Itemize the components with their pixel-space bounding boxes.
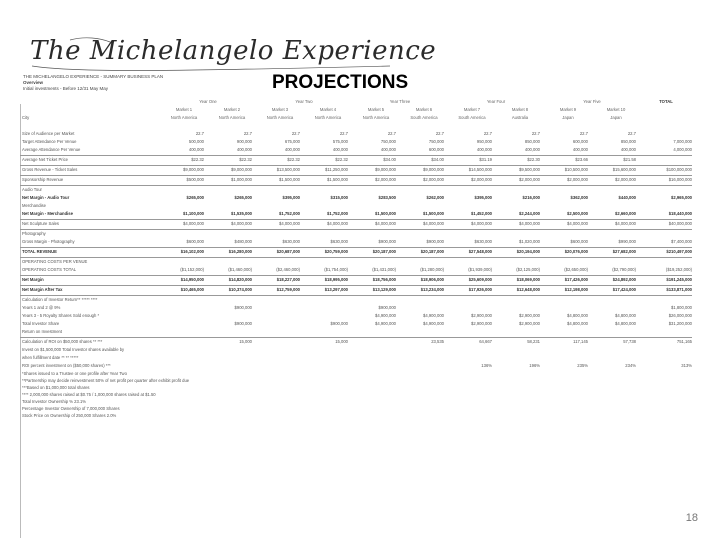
- value-cell: $34.00: [431, 157, 444, 162]
- footnote-text: ***Based on $1,000,000 total shares: [22, 385, 90, 390]
- value-cell: $20,076,000: [564, 249, 588, 254]
- value-cell: ($1,460,000): [228, 267, 252, 272]
- value-cell: $4,000,000: [231, 221, 252, 226]
- value-cell: $900,000: [378, 305, 396, 310]
- value-cell: 235%: [577, 363, 588, 368]
- value-cell: $18,906,000: [420, 277, 444, 282]
- value-cell: $10,500,000: [564, 167, 588, 172]
- value-cell: $900,000: [234, 321, 252, 326]
- table-row: [20, 238, 700, 246]
- value-cell: $14,950,000: [180, 277, 204, 282]
- value-cell: $4,000,000: [615, 221, 636, 226]
- value-cell: $18,227,000: [276, 277, 300, 282]
- value-cell: $4,000,000: [375, 221, 396, 226]
- value-cell: 600,000: [428, 147, 444, 152]
- value-cell: 57,738: [623, 339, 636, 344]
- value-cell: $25,609,000: [468, 277, 492, 282]
- value-cell: ($1,280,000): [420, 267, 444, 272]
- year-header: Year One: [199, 99, 217, 104]
- logo-wordmark: The Michelangelo Experience: [30, 36, 437, 66]
- footnote-text: Stock Price on Ownership of 250,000 Shares 2.0%: [22, 413, 117, 418]
- row-label: Net Margin - Merchandise: [22, 211, 73, 216]
- value-cell: $24,892,000: [612, 277, 636, 282]
- value-cell: 750,000: [428, 139, 444, 144]
- region-header: North America: [314, 115, 342, 120]
- value-cell: $395,000: [474, 195, 492, 200]
- row-label: Gross Revenue - Ticket Sales: [22, 167, 78, 172]
- value-cell: $9,000,000: [375, 167, 396, 172]
- market-header: Market 7: [463, 107, 481, 112]
- value-cell: $4,000,000: [423, 221, 444, 226]
- total-cell: $40,000,000: [668, 221, 692, 226]
- total-cell: 751,165: [676, 339, 692, 344]
- row-label: Net Margin - Audio Tour: [22, 195, 70, 200]
- value-cell: $440,000: [618, 195, 636, 200]
- row-label: Audio Tour: [22, 187, 42, 192]
- region-header: North America: [218, 115, 246, 120]
- value-cell: $20,187,000: [372, 249, 396, 254]
- value-cell: $1,752,000: [327, 211, 348, 216]
- table-body: [20, 130, 700, 370]
- value-cell: $4,900,000: [375, 313, 396, 318]
- value-cell: $2,000,000: [423, 177, 444, 182]
- region-header: North America: [170, 115, 198, 120]
- row-label: Years 1 and 2 @ 9%: [22, 305, 61, 310]
- value-cell: 850,000: [620, 139, 636, 144]
- value-cell: $22.32: [239, 157, 252, 162]
- value-cell: $1,535,000: [231, 211, 252, 216]
- value-cell: $31.19: [479, 157, 492, 162]
- value-cell: $14,500,000: [468, 167, 492, 172]
- value-cell: 400,000: [236, 147, 252, 152]
- market-header: Market 6: [415, 107, 433, 112]
- value-cell: $500,000: [186, 177, 204, 182]
- year-header: Year Two: [295, 99, 313, 104]
- value-cell: $20,687,000: [276, 249, 300, 254]
- footnote-row: [20, 384, 700, 391]
- row-label: OPERATING COSTS TOTAL: [22, 267, 77, 272]
- value-cell: $12,759,000: [276, 287, 300, 292]
- value-cell: $9,000,000: [183, 167, 204, 172]
- value-cell: $10,465,000: [180, 287, 204, 292]
- value-cell: 22.7: [579, 131, 588, 136]
- value-cell: $1,500,000: [279, 177, 300, 182]
- region-header: North America: [362, 115, 390, 120]
- table-row: [20, 230, 700, 238]
- total-header: TOTAL: [659, 99, 673, 104]
- value-cell: 22.7: [339, 131, 348, 136]
- value-cell: $22.32: [287, 157, 300, 162]
- value-cell: $1,000,000: [231, 177, 252, 182]
- value-cell: $4,000,000: [279, 221, 300, 226]
- value-cell: $1,100,000: [183, 211, 204, 216]
- year-header: Year Five: [583, 99, 601, 104]
- value-cell: $630,000: [474, 239, 492, 244]
- row-label: TOTAL REVENUE: [22, 249, 57, 254]
- value-cell: 22.7: [627, 131, 636, 136]
- table-row: [20, 210, 700, 218]
- value-cell: $2,500,000: [567, 211, 588, 216]
- page-number: 18: [685, 512, 698, 524]
- value-cell: $2,900,000: [519, 321, 540, 326]
- value-cell: 234%: [625, 363, 636, 368]
- row-label: when fulfillment date ** ** *****: [22, 355, 79, 360]
- row-label: Net Sculpture Sales: [22, 221, 60, 226]
- value-cell: $13,129,000: [372, 287, 396, 292]
- value-cell: $395,000: [282, 195, 300, 200]
- value-cell: $2,900,000: [471, 313, 492, 318]
- value-cell: 400,000: [524, 147, 540, 152]
- value-cell: $2,000,000: [519, 177, 540, 182]
- total-cell: 4,000,000: [673, 147, 692, 152]
- value-cell: 600,000: [572, 139, 588, 144]
- table-row: [20, 320, 700, 328]
- value-cell: $17,926,000: [468, 287, 492, 292]
- value-cell: $480,000: [234, 239, 252, 244]
- value-cell: $21.58: [623, 157, 636, 162]
- total-cell: $16,000,000: [668, 177, 692, 182]
- value-cell: $4,800,000: [567, 321, 588, 326]
- market-header: Market 10: [606, 107, 626, 112]
- table-row: [20, 130, 700, 138]
- footnote-text: *Shares issued to a Trustee or one profile after Year Two: [22, 371, 127, 376]
- value-cell: $22.30: [527, 157, 540, 162]
- value-cell: 23,535: [431, 339, 444, 344]
- row-label: Net Margin: [22, 277, 44, 282]
- value-cell: $283,500: [378, 195, 396, 200]
- total-cell: $210,497,000: [666, 249, 692, 254]
- value-cell: $23.66: [575, 157, 588, 162]
- value-cell: 400,000: [380, 147, 396, 152]
- region-header-row: [20, 114, 700, 122]
- value-cell: $900,000: [378, 239, 396, 244]
- value-cell: $2,244,000: [519, 211, 540, 216]
- value-cell: $2,000,000: [615, 177, 636, 182]
- footnote-row: [20, 370, 700, 377]
- table-row: [20, 354, 700, 362]
- row-label: Photography: [22, 231, 46, 236]
- value-cell: $9,000,000: [231, 167, 252, 172]
- value-cell: ($2,125,000): [516, 267, 540, 272]
- value-cell: $265,000: [186, 195, 204, 200]
- table-row: [20, 220, 700, 228]
- value-cell: 400,000: [284, 147, 300, 152]
- logo-swash-icon: [30, 36, 410, 76]
- value-cell: $4,900,000: [423, 313, 444, 318]
- total-cell: 7,000,000: [673, 139, 692, 144]
- value-cell: $4,900,000: [423, 321, 444, 326]
- table-row: [20, 328, 700, 336]
- row-label: Calculation of Investor Return** ***** ****: [22, 297, 98, 302]
- table-row: [20, 362, 700, 370]
- table-row: [20, 202, 700, 210]
- table-row: [20, 276, 700, 284]
- value-cell: 400,000: [572, 147, 588, 152]
- value-cell: ($1,754,000): [324, 267, 348, 272]
- market-header: Market 2: [223, 107, 241, 112]
- table-row: [20, 286, 700, 294]
- value-cell: 675,000: [284, 139, 300, 144]
- value-cell: $17,424,000: [612, 287, 636, 292]
- value-cell: 22.7: [435, 131, 444, 136]
- market-header: Market 8: [511, 107, 529, 112]
- spacer-row: [20, 122, 700, 130]
- row-label: Sponsorship Revenue: [22, 177, 64, 182]
- total-cell: $191,245,000: [666, 277, 692, 282]
- value-cell: $362,000: [570, 195, 588, 200]
- value-cell: $9,500,000: [519, 167, 540, 172]
- value-cell: $27,682,000: [612, 249, 636, 254]
- region-header: South America: [458, 115, 486, 120]
- row-label: Net Margin After Tax: [22, 287, 63, 292]
- value-cell: $630,000: [282, 239, 300, 244]
- total-cell: 313%: [681, 363, 692, 368]
- table-row: [20, 194, 700, 202]
- footnote-row: [20, 377, 700, 384]
- row-label: Gross Margin - Photography: [22, 239, 75, 244]
- value-cell: ($2,460,000): [276, 267, 300, 272]
- value-cell: $18,756,000: [372, 277, 396, 282]
- year-header: Year Three: [389, 99, 411, 104]
- footnotes: [20, 370, 700, 419]
- value-cell: $4,000,000: [471, 221, 492, 226]
- value-cell: 22.7: [243, 131, 252, 136]
- value-cell: $20,194,000: [516, 249, 540, 254]
- value-cell: $4,000,000: [567, 221, 588, 226]
- region-header: Japan: [610, 115, 622, 120]
- value-cell: $16,280,000: [228, 249, 252, 254]
- row-label: Average Net Ticket Price: [22, 157, 69, 162]
- value-cell: 15,000: [239, 339, 252, 344]
- value-cell: 750,000: [380, 139, 396, 144]
- value-cell: $2,900,000: [471, 321, 492, 326]
- table-row: [20, 266, 700, 274]
- value-cell: 22.7: [195, 131, 204, 136]
- value-cell: 500,000: [188, 139, 204, 144]
- value-cell: $600,000: [570, 239, 588, 244]
- value-cell: ($2,650,000): [564, 267, 588, 272]
- total-cell: $7,400,000: [671, 239, 692, 244]
- value-cell: 22.7: [291, 131, 300, 136]
- value-cell: $900,000: [426, 239, 444, 244]
- value-cell: 400,000: [476, 147, 492, 152]
- value-cell: $1,500,000: [327, 177, 348, 182]
- row-label: Years 3 - 5 Royalty Shares Sold enough *: [22, 313, 100, 318]
- region-header: Australia: [511, 115, 529, 120]
- value-cell: $2,660,000: [615, 211, 636, 216]
- value-cell: 400,000: [332, 147, 348, 152]
- market-header-row: [20, 106, 700, 114]
- value-cell: ($1,431,000): [372, 267, 396, 272]
- value-cell: $17,426,000: [564, 277, 588, 282]
- total-cell: $2,965,000: [671, 195, 692, 200]
- value-cell: $4,900,000: [375, 321, 396, 326]
- row-label: ROI percent investment on ($50,000 shares) ***: [22, 363, 111, 368]
- value-cell: $1,452,000: [471, 211, 492, 216]
- value-cell: $600,000: [186, 239, 204, 244]
- value-cell: $1,500,000: [423, 211, 444, 216]
- value-cell: $18,995,000: [324, 277, 348, 282]
- value-cell: $20,187,000: [420, 249, 444, 254]
- total-cell: $26,000,000: [668, 313, 692, 318]
- value-cell: 22.7: [531, 131, 540, 136]
- value-cell: $2,000,000: [567, 177, 588, 182]
- table-row: [20, 296, 700, 304]
- footnote-text: **Partnership may decide reinvestment 50% of net profit per quarter after exhibit profit due: [22, 378, 190, 383]
- value-cell: $2,000,000: [375, 177, 396, 182]
- value-cell: $265,000: [234, 195, 252, 200]
- value-cell: $10,374,000: [228, 287, 252, 292]
- value-cell: $315,000: [330, 195, 348, 200]
- value-cell: $34.00: [383, 157, 396, 162]
- row-label: Total Investor Share: [22, 321, 60, 326]
- year-header-row: [20, 98, 700, 106]
- value-cell: $11,250,000: [325, 167, 348, 172]
- market-header: Market 1: [175, 107, 193, 112]
- table-row: [20, 156, 700, 164]
- row-label: Return on Investment: [22, 329, 63, 334]
- company-logo: [30, 36, 437, 76]
- table-row: [20, 176, 700, 184]
- table-row: [20, 258, 700, 266]
- value-cell: 575,000: [332, 139, 348, 144]
- value-cell: $13,500,000: [276, 167, 300, 172]
- value-cell: $2,900,000: [519, 313, 540, 318]
- value-cell: $22.32: [335, 157, 348, 162]
- footnote-text: Total Investor Ownership % 23.1%: [22, 399, 87, 404]
- row-label: Size of Audience per Market: [22, 131, 75, 136]
- value-cell: $27,548,000: [468, 249, 492, 254]
- row-label: OPERATING COSTS PER VENUE: [22, 259, 88, 264]
- value-cell: ($1,152,000): [180, 267, 204, 272]
- total-cell: $133,871,000: [666, 287, 692, 292]
- value-cell: 400,000: [188, 147, 204, 152]
- value-cell: 950,000: [476, 139, 492, 144]
- footnote-row: [20, 412, 700, 419]
- value-cell: 136%: [481, 363, 492, 368]
- page-heading: PROJECTIONS: [272, 72, 409, 93]
- footnote-row: [20, 391, 700, 398]
- table-row: [20, 346, 700, 354]
- value-cell: 64,667: [479, 339, 492, 344]
- table-row: [20, 146, 700, 154]
- total-cell: $100,000,000: [666, 167, 692, 172]
- value-cell: $1,500,000: [375, 211, 396, 216]
- total-cell: $18,440,000: [668, 211, 692, 216]
- value-cell: 196%: [529, 363, 540, 368]
- value-cell: 850,000: [524, 139, 540, 144]
- value-cell: $990,000: [618, 239, 636, 244]
- value-cell: $900,000: [234, 305, 252, 310]
- value-cell: 22.7: [387, 131, 396, 136]
- region-header: North America: [266, 115, 294, 120]
- value-cell: ($1,939,000): [468, 267, 492, 272]
- table-row: [20, 304, 700, 312]
- value-cell: $9,000,000: [423, 167, 444, 172]
- value-cell: $12,648,000: [516, 287, 540, 292]
- investment-note: Initial investments - Before 12/31 May May: [23, 86, 109, 91]
- value-cell: $13,234,000: [420, 287, 444, 292]
- row-label: Average Attendance Per Venue: [22, 147, 81, 152]
- value-cell: $4,000,000: [183, 221, 204, 226]
- value-cell: 900,000: [236, 139, 252, 144]
- row-label: Invest on $1,500,000 Total Investor shares available by: [22, 347, 125, 352]
- footnote-text: **** 2,000,000 shares raised at $0.75 / 1,000,000 shares raised at $1.50: [22, 392, 156, 397]
- value-cell: $262,000: [426, 195, 444, 200]
- total-cell: ($19,252,000): [665, 267, 692, 272]
- row-label: Merchandise: [22, 203, 46, 208]
- footnote-text: Percentage Investor Ownership of 7,000,000 Shares: [22, 406, 120, 411]
- value-cell: $15,600,000: [612, 167, 636, 172]
- plan-title: THE MICHELANGELO EXPERIENCE - SUMMARY BUSINESS PLAN: [23, 74, 164, 79]
- table-row: [20, 186, 700, 194]
- table-row: [20, 166, 700, 174]
- value-cell: $16,102,000: [180, 249, 204, 254]
- value-cell: $12,198,000: [564, 287, 588, 292]
- footnote-row: [20, 405, 700, 412]
- value-cell: $18,069,000: [516, 277, 540, 282]
- region-header: South America: [410, 115, 438, 120]
- table-row: [20, 138, 700, 146]
- table-row: [20, 312, 700, 320]
- value-cell: $4,800,000: [615, 313, 636, 318]
- value-cell: $22.32: [191, 157, 204, 162]
- region-header: Japan: [562, 115, 574, 120]
- value-cell: 22.7: [483, 131, 492, 136]
- value-cell: ($2,790,000): [612, 267, 636, 272]
- value-cell: $4,800,000: [567, 313, 588, 318]
- table-row: [20, 338, 700, 346]
- value-cell: $900,000: [330, 321, 348, 326]
- total-cell: $1,800,000: [671, 305, 692, 310]
- table-row: [20, 248, 700, 256]
- value-cell: $1,752,000: [279, 211, 300, 216]
- row-label: Target Attendance Per Venue: [22, 139, 77, 144]
- city-label: City: [22, 115, 30, 120]
- row-label: Calculation of ROI on $50,000 shares ** ***: [22, 339, 103, 344]
- market-header: Market 3: [271, 107, 289, 112]
- market-header: Market 4: [319, 107, 337, 112]
- value-cell: $20,759,000: [324, 249, 348, 254]
- total-cell: $31,200,000: [668, 321, 692, 326]
- footnote-row: [20, 398, 700, 405]
- value-cell: 15,000: [335, 339, 348, 344]
- value-cell: $630,000: [330, 239, 348, 244]
- value-cell: $2,000,000: [471, 177, 492, 182]
- year-header: Year Four: [486, 99, 506, 104]
- value-cell: 400,000: [620, 147, 636, 152]
- value-cell: $4,000,000: [327, 221, 348, 226]
- value-cell: $4,800,000: [615, 321, 636, 326]
- value-cell: $13,297,000: [324, 287, 348, 292]
- value-cell: $14,820,000: [228, 277, 252, 282]
- value-cell: 117,145: [573, 339, 588, 344]
- market-header: Market 5: [367, 107, 385, 112]
- projections-table: [20, 98, 700, 419]
- value-cell: $216,000: [522, 195, 540, 200]
- value-cell: $4,000,000: [519, 221, 540, 226]
- market-header: Market 9: [559, 107, 577, 112]
- value-cell: $1,020,000: [519, 239, 540, 244]
- overview-label: Overview: [23, 80, 44, 85]
- value-cell: 58,231: [527, 339, 540, 344]
